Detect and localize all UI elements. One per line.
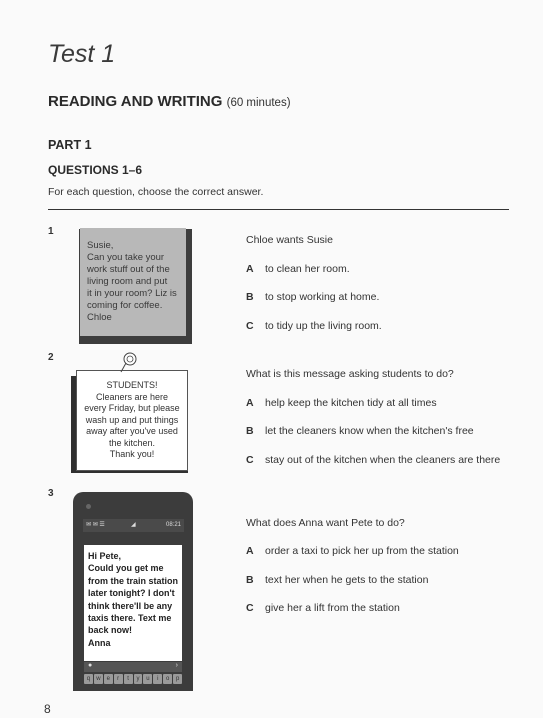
sticky-note [80,228,186,336]
section-title: READING AND WRITING [48,93,223,110]
option-b[interactable]: B text her when he gets to the station [246,574,429,586]
instruction-text: For each question, choose the correct answer. [48,186,264,198]
pushpin-icon [118,350,140,374]
option-c[interactable]: C give her a lift from the station [246,602,400,614]
part-heading: PART 1 [48,138,92,152]
option-b[interactable]: B to stop working at home. [246,291,380,303]
phone-nav-bar [84,662,182,672]
signal-icon: ◢ [131,522,136,528]
notice-paper [76,370,188,471]
note-line: Susie, [87,240,114,251]
keyboard-key: y [134,674,143,684]
note-line: living room and put [87,276,168,287]
notice-line: the kitchen. [108,437,156,448]
notice-line: STUDENTS! [106,380,158,390]
note-line: Can you take your [87,252,165,263]
sms-line: Could you get me [88,563,164,574]
keyboard-key: q [84,674,93,684]
keyboard-key: o [163,674,172,684]
sms-line: taxis there. Text me [88,613,172,624]
page-number: 8 [44,702,51,716]
note-line: coming for coffee. [87,300,163,311]
sms-line: Anna [88,637,111,648]
notice-line: away after you've used [86,426,178,436]
question-prompt: Chloe wants Susie [246,234,333,246]
keyboard-key: e [104,674,113,684]
home-icon: ● [88,662,93,669]
question-prompt: What does Anna want Pete to do? [246,517,405,529]
option-a[interactable]: A order a taxi to pick her up from the station [246,545,459,557]
chevron-right-icon: › [175,662,178,669]
sms-line: think there'll be any [88,600,173,611]
notice-line: every Friday, but please [84,403,180,413]
section-heading [48,93,291,110]
question-number: 2 [48,352,54,363]
option-c[interactable]: C stay out of the kitchen when the cleaners are there [246,454,501,466]
text-message [88,550,178,649]
keyboard-key: t [124,674,133,684]
phone-time: 08:21 [165,522,181,528]
notice-line: Thank you! [109,449,155,459]
phone-status-bar [83,519,184,532]
keyboard-key: p [173,674,182,684]
note-line: Chloe [87,312,112,323]
option-a[interactable]: A help keep the kitchen tidy at all times [246,397,437,409]
camera-icon [86,504,91,509]
divider [48,209,509,210]
sms-line: back now! [88,625,133,636]
section-duration: (60 minutes) [226,97,291,109]
option-a[interactable]: A to clean her room. [246,263,350,275]
question-number: 1 [48,226,54,237]
question-prompt: What is this message asking students to do? [246,368,454,380]
note-line: it in your room? Liz is [87,288,177,299]
sms-line: from the train station [88,575,179,586]
sms-line: later tonight? I don't [88,588,175,599]
keyboard-key: w [94,674,103,684]
sms-line: Hi Pete, [88,551,122,561]
question-number: 3 [48,488,54,499]
keyboard-key: r [114,674,123,684]
keyboard-row [84,674,182,684]
notice-line: Cleaners are here [95,391,169,402]
status-icons: ✉ ✉ ☰ [86,522,105,528]
test-title: Test 1 [48,40,116,68]
keyboard-key: u [143,674,152,684]
notice-line: wash up and put things [85,414,179,425]
option-b[interactable]: B let the cleaners know when the kitchen's free [246,425,474,437]
option-c[interactable]: C to tidy up the living room. [246,320,382,332]
questions-range: QUESTIONS 1–6 [48,163,143,177]
keyboard-key: i [153,674,162,684]
note-line: work stuff out of the [87,264,170,275]
